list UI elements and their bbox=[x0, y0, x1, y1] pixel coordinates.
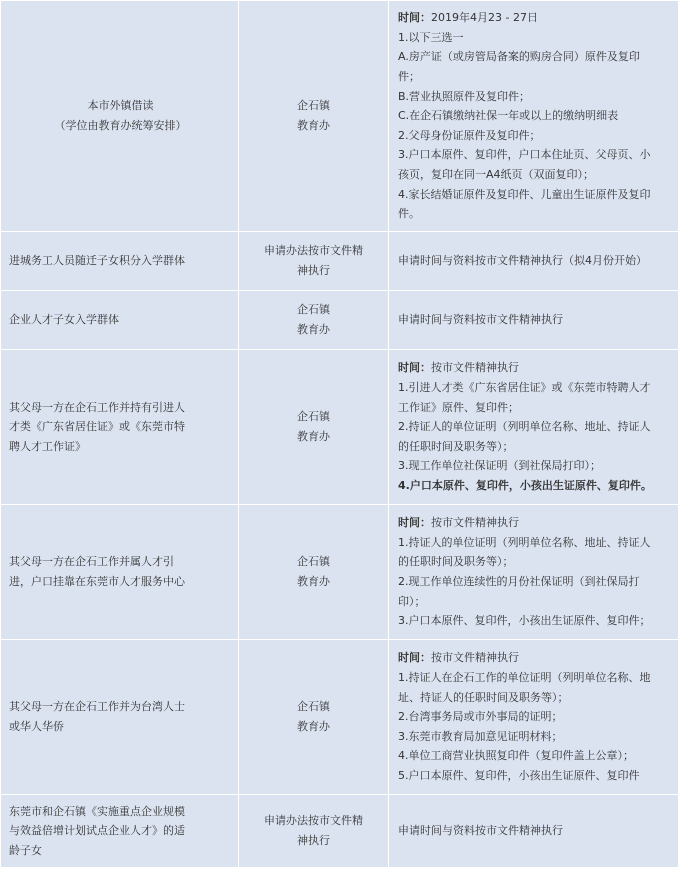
detail-line: 1.引进人才类《广东省居住证》或《东莞市特聘人才 bbox=[398, 381, 651, 395]
agency-cell bbox=[239, 1, 389, 232]
detail-line: 的任职时间及职务等）； bbox=[398, 555, 514, 569]
detail-line: 工作证》原件、复印件； bbox=[398, 400, 519, 414]
category-line: 东莞市和企石镇《实施重点企业规模 bbox=[9, 804, 185, 818]
detail-cell bbox=[389, 640, 678, 795]
detail-line: 申请时间与资料按市文件精神执行 bbox=[398, 313, 563, 327]
detail-cell bbox=[389, 795, 678, 868]
agency-line: 企石镇 bbox=[297, 303, 330, 317]
time-label: 时间： bbox=[398, 651, 431, 665]
category-line: 其父母一方在企石工作并属人才引 bbox=[9, 555, 174, 569]
table-row bbox=[1, 232, 678, 291]
table-row bbox=[1, 291, 678, 350]
category-line: 聘人才工作证》 bbox=[9, 439, 86, 453]
time-label: 时间： bbox=[398, 361, 431, 375]
detail-cell bbox=[389, 505, 678, 640]
detail-line: 申请时间与资料按市文件精神执行 bbox=[398, 824, 563, 838]
category-line: 或华人华侨 bbox=[9, 720, 64, 733]
detail-line: 申请时间与资料按市文件精神执行（拟4月份开始） bbox=[398, 254, 647, 268]
category-cell bbox=[1, 640, 239, 795]
table-row bbox=[1, 505, 678, 640]
detail-line: 3.现工作单位社保证明（到社保局打印）； bbox=[398, 459, 601, 473]
detail-cell bbox=[389, 291, 678, 350]
agency-line: 企石镇 bbox=[297, 410, 330, 424]
category-line: 与效益倍增计划试点企业人才》的适 bbox=[9, 824, 185, 838]
detail-line: 的任职时间及职务等）； bbox=[398, 439, 514, 453]
agency-line: 教育办 bbox=[297, 575, 330, 588]
category-cell bbox=[1, 232, 239, 291]
time-line bbox=[398, 358, 678, 378]
detail-line: 1.持证人的单位证明（列明单位名称、地址、持证人 bbox=[398, 535, 651, 549]
detail-line: 5.户口本原件、复印件，小孩出生证原件、复印件 bbox=[398, 768, 640, 782]
detail-line: 1.持证人在企石工作的单位证明（列明单位名称、地 bbox=[398, 671, 651, 685]
agency-cell bbox=[239, 795, 389, 868]
detail-line: 2.父母身份证原件及复印件； bbox=[398, 128, 541, 142]
detail-line: C.在企石镇缴纳社保一年或以上的缴纳明细表 bbox=[398, 109, 619, 123]
agency-line: 神执行 bbox=[297, 264, 330, 277]
category-line: 才类《广东省居住证》或《东莞市特 bbox=[9, 420, 185, 434]
detail-line: 4.家长结婚证原件及复印件、儿童出生证原件及复印 bbox=[398, 187, 651, 201]
time-label: 时间： bbox=[398, 11, 431, 25]
detail-line: 2.现工作单位连续性的月份社保证明（到社保局打 bbox=[398, 575, 640, 588]
agency-cell bbox=[239, 291, 389, 350]
detail-line: 址、持证人的任职时间及职务等）； bbox=[398, 690, 569, 704]
agency-cell bbox=[239, 640, 389, 795]
category-line: 进城务工人员随迁子女积分入学群体 bbox=[9, 254, 185, 268]
detail-line: 3.户口本原件、复印件，户口本住址页、父母页、小 bbox=[398, 148, 651, 162]
category-line: 企业人才子女入学群体 bbox=[9, 313, 119, 327]
time-line bbox=[398, 513, 678, 533]
category-cell bbox=[1, 505, 239, 640]
category-line: 龄子女 bbox=[9, 843, 42, 857]
agency-cell bbox=[239, 350, 389, 505]
detail-cell bbox=[389, 350, 678, 505]
agency-line: 企石镇 bbox=[297, 99, 330, 113]
detail-line: 2.持证人的单位证明（列明单位名称、地址、持证人 bbox=[398, 420, 651, 434]
category-cell bbox=[1, 1, 239, 232]
detail-cell bbox=[389, 1, 678, 232]
time-line bbox=[398, 648, 678, 668]
agency-line: 企石镇 bbox=[297, 700, 330, 714]
table-row bbox=[1, 640, 678, 795]
agency-line: 教育办 bbox=[297, 430, 330, 443]
agency-cell bbox=[239, 505, 389, 640]
detail-line: 1.以下三选一 bbox=[398, 30, 464, 44]
detail-cell bbox=[389, 232, 678, 291]
table-row bbox=[1, 1, 678, 232]
category-line: 其父母一方在企石工作并持有引进人 bbox=[9, 400, 185, 414]
detail-line: A.房产证（或房管局备案的购房合同）原件及复印 bbox=[398, 50, 640, 64]
time-line bbox=[398, 8, 678, 28]
category-line: 进，户口挂靠在东莞市人才服务中心 bbox=[9, 575, 185, 588]
detail-line: 孩页，复印在同一A4纸页（双面复印）； bbox=[398, 167, 595, 181]
category-cell bbox=[1, 350, 239, 505]
agency-line: 企石镇 bbox=[297, 555, 330, 569]
agency-line: 申请办法按市文件精 bbox=[264, 814, 363, 828]
detail-line: 4.户口本原件、复印件，小孩出生证原件、复印件。 bbox=[398, 478, 652, 492]
time-value: 按市文件精神执行 bbox=[431, 651, 519, 665]
detail-line: 印）； bbox=[398, 594, 426, 608]
detail-line: 件。 bbox=[398, 207, 420, 221]
category-line: （学位由教育办统筹安排） bbox=[54, 119, 187, 132]
time-value: 按市文件精神执行 bbox=[431, 361, 519, 375]
category-line: 其父母一方在企石工作并为台湾人士 bbox=[9, 700, 185, 714]
category-cell bbox=[1, 291, 239, 350]
time-value: 2019年4月23 - 27日 bbox=[431, 11, 538, 25]
table-row bbox=[1, 350, 678, 505]
detail-line: B.营业执照原件及复印件； bbox=[398, 89, 531, 103]
agency-line: 教育办 bbox=[297, 119, 330, 132]
agency-line: 教育办 bbox=[297, 720, 330, 733]
agency-line: 教育办 bbox=[297, 323, 330, 336]
category-line: 本市外镇借读 bbox=[87, 99, 154, 113]
detail-line: 3.户口本原件、复印件，小孩出生证原件、复印件； bbox=[398, 614, 651, 628]
time-value: 按市文件精神执行 bbox=[431, 516, 519, 530]
agency-line: 申请办法按市文件精 bbox=[264, 244, 363, 258]
detail-line: 件； bbox=[398, 70, 420, 84]
detail-line: 2.台湾事务局或市外事局的证明； bbox=[398, 710, 563, 724]
time-label: 时间： bbox=[398, 516, 431, 530]
agency-line: 神执行 bbox=[297, 834, 330, 847]
table-row bbox=[1, 795, 678, 868]
detail-line: 4.单位工商营业执照复印件（复印件盖上公章）； bbox=[398, 749, 634, 763]
agency-cell bbox=[239, 232, 389, 291]
detail-line: 3.东莞市教育局加意见证明材料； bbox=[398, 729, 563, 743]
category-cell bbox=[1, 795, 239, 868]
